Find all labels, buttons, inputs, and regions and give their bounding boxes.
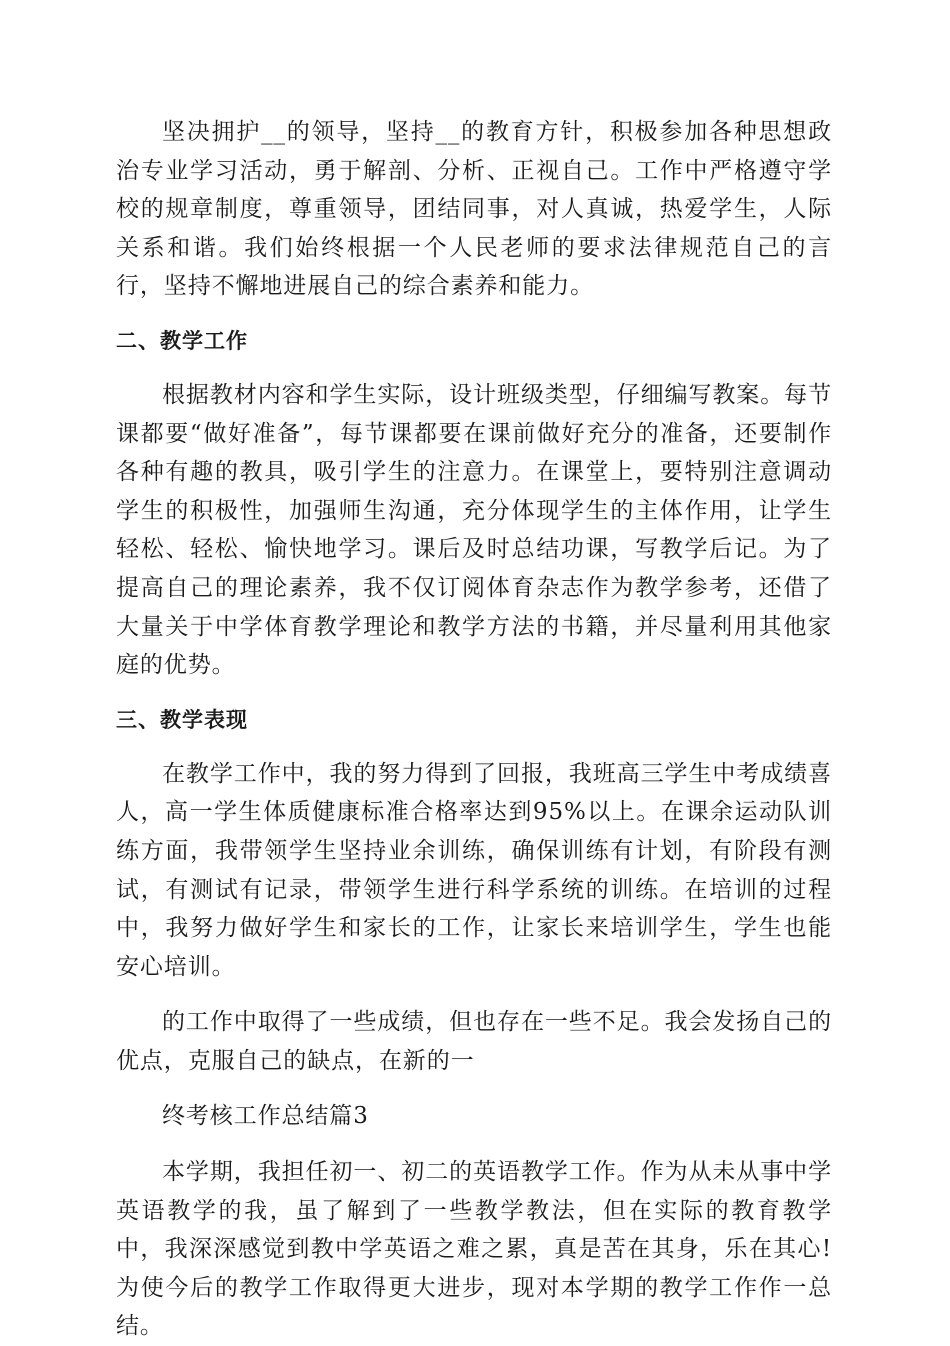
heading-teaching-work: 二、教学工作 [116, 328, 248, 353]
paragraph-teaching-performance: 在教学工作中，我的努力得到了回报，我班高三学生中考成绩喜人，高一学生体质健康标准合格率达到95%以上。在课余运动队训练方面，我带领学生坚持业余训练，确保训练有计划，有阶段有测试，有测试有记录，带领学生进行科学系统的训练。在培训的过程中，我努力做好学生和家长的工作，让家长来培训学生，学生也能安心培训。 [116, 760, 832, 980]
paragraph-achievements: 的工作中取得了一些成绩，但也存在一些不足。我会发扬自己的优点，克服自己的缺点，在新的一 [116, 1009, 832, 1074]
paragraph-political-stance: 坚决拥护__的领导，坚持__的教育方针，积极参加各种思想政治专业学习活动，勇于解剖、分析、正视自己。工作中严格遵守学校的规章制度，尊重领导，团结同事，对人真诚，热爱学生，人际关系和谐。我们始终根据一个人民老师的要求法律规范自己的言行，坚持不懈地进展自己的综合素养和能力。 [116, 119, 832, 300]
document-page [116, 113, 832, 1346]
paragraph-english-teaching: 本学期，我担任初一、初二的英语教学工作。作为从未从事中学英语教学的我，虽了解到了一些教学教法，但在实际的教育教学中，我深深感觉到教中学英语之难之累，真是苦在其身，乐在其心!为使今后的教学工作取得更大进步，现对本学期的教学工作作一总结。 [116, 1159, 832, 1340]
section-title-summary-3: 终考核工作总结篇3 [162, 1103, 369, 1130]
paragraph-teaching-work: 根据教材内容和学生实际，设计班级类型，仔细编写教案。每节课都要“做好准备”，每节课都要在课前做好充分的准备，还要制作各种有趣的教具，吸引学生的注意力。在课堂上，要特别注意调动学生的积极性，加强师生沟通，充分体现学生的主体作用，让学生轻松、轻松、愉快地学习。课后及时总结功课，写教学后记。为了提高自己的理论素养，我不仅订阅体育杂志作为教学参考，还借了大量关于中学体育教学理论和教学方法的书籍，并尽量利用其他家庭的优势。 [116, 381, 832, 679]
heading-teaching-performance: 三、教学表现 [116, 707, 248, 732]
